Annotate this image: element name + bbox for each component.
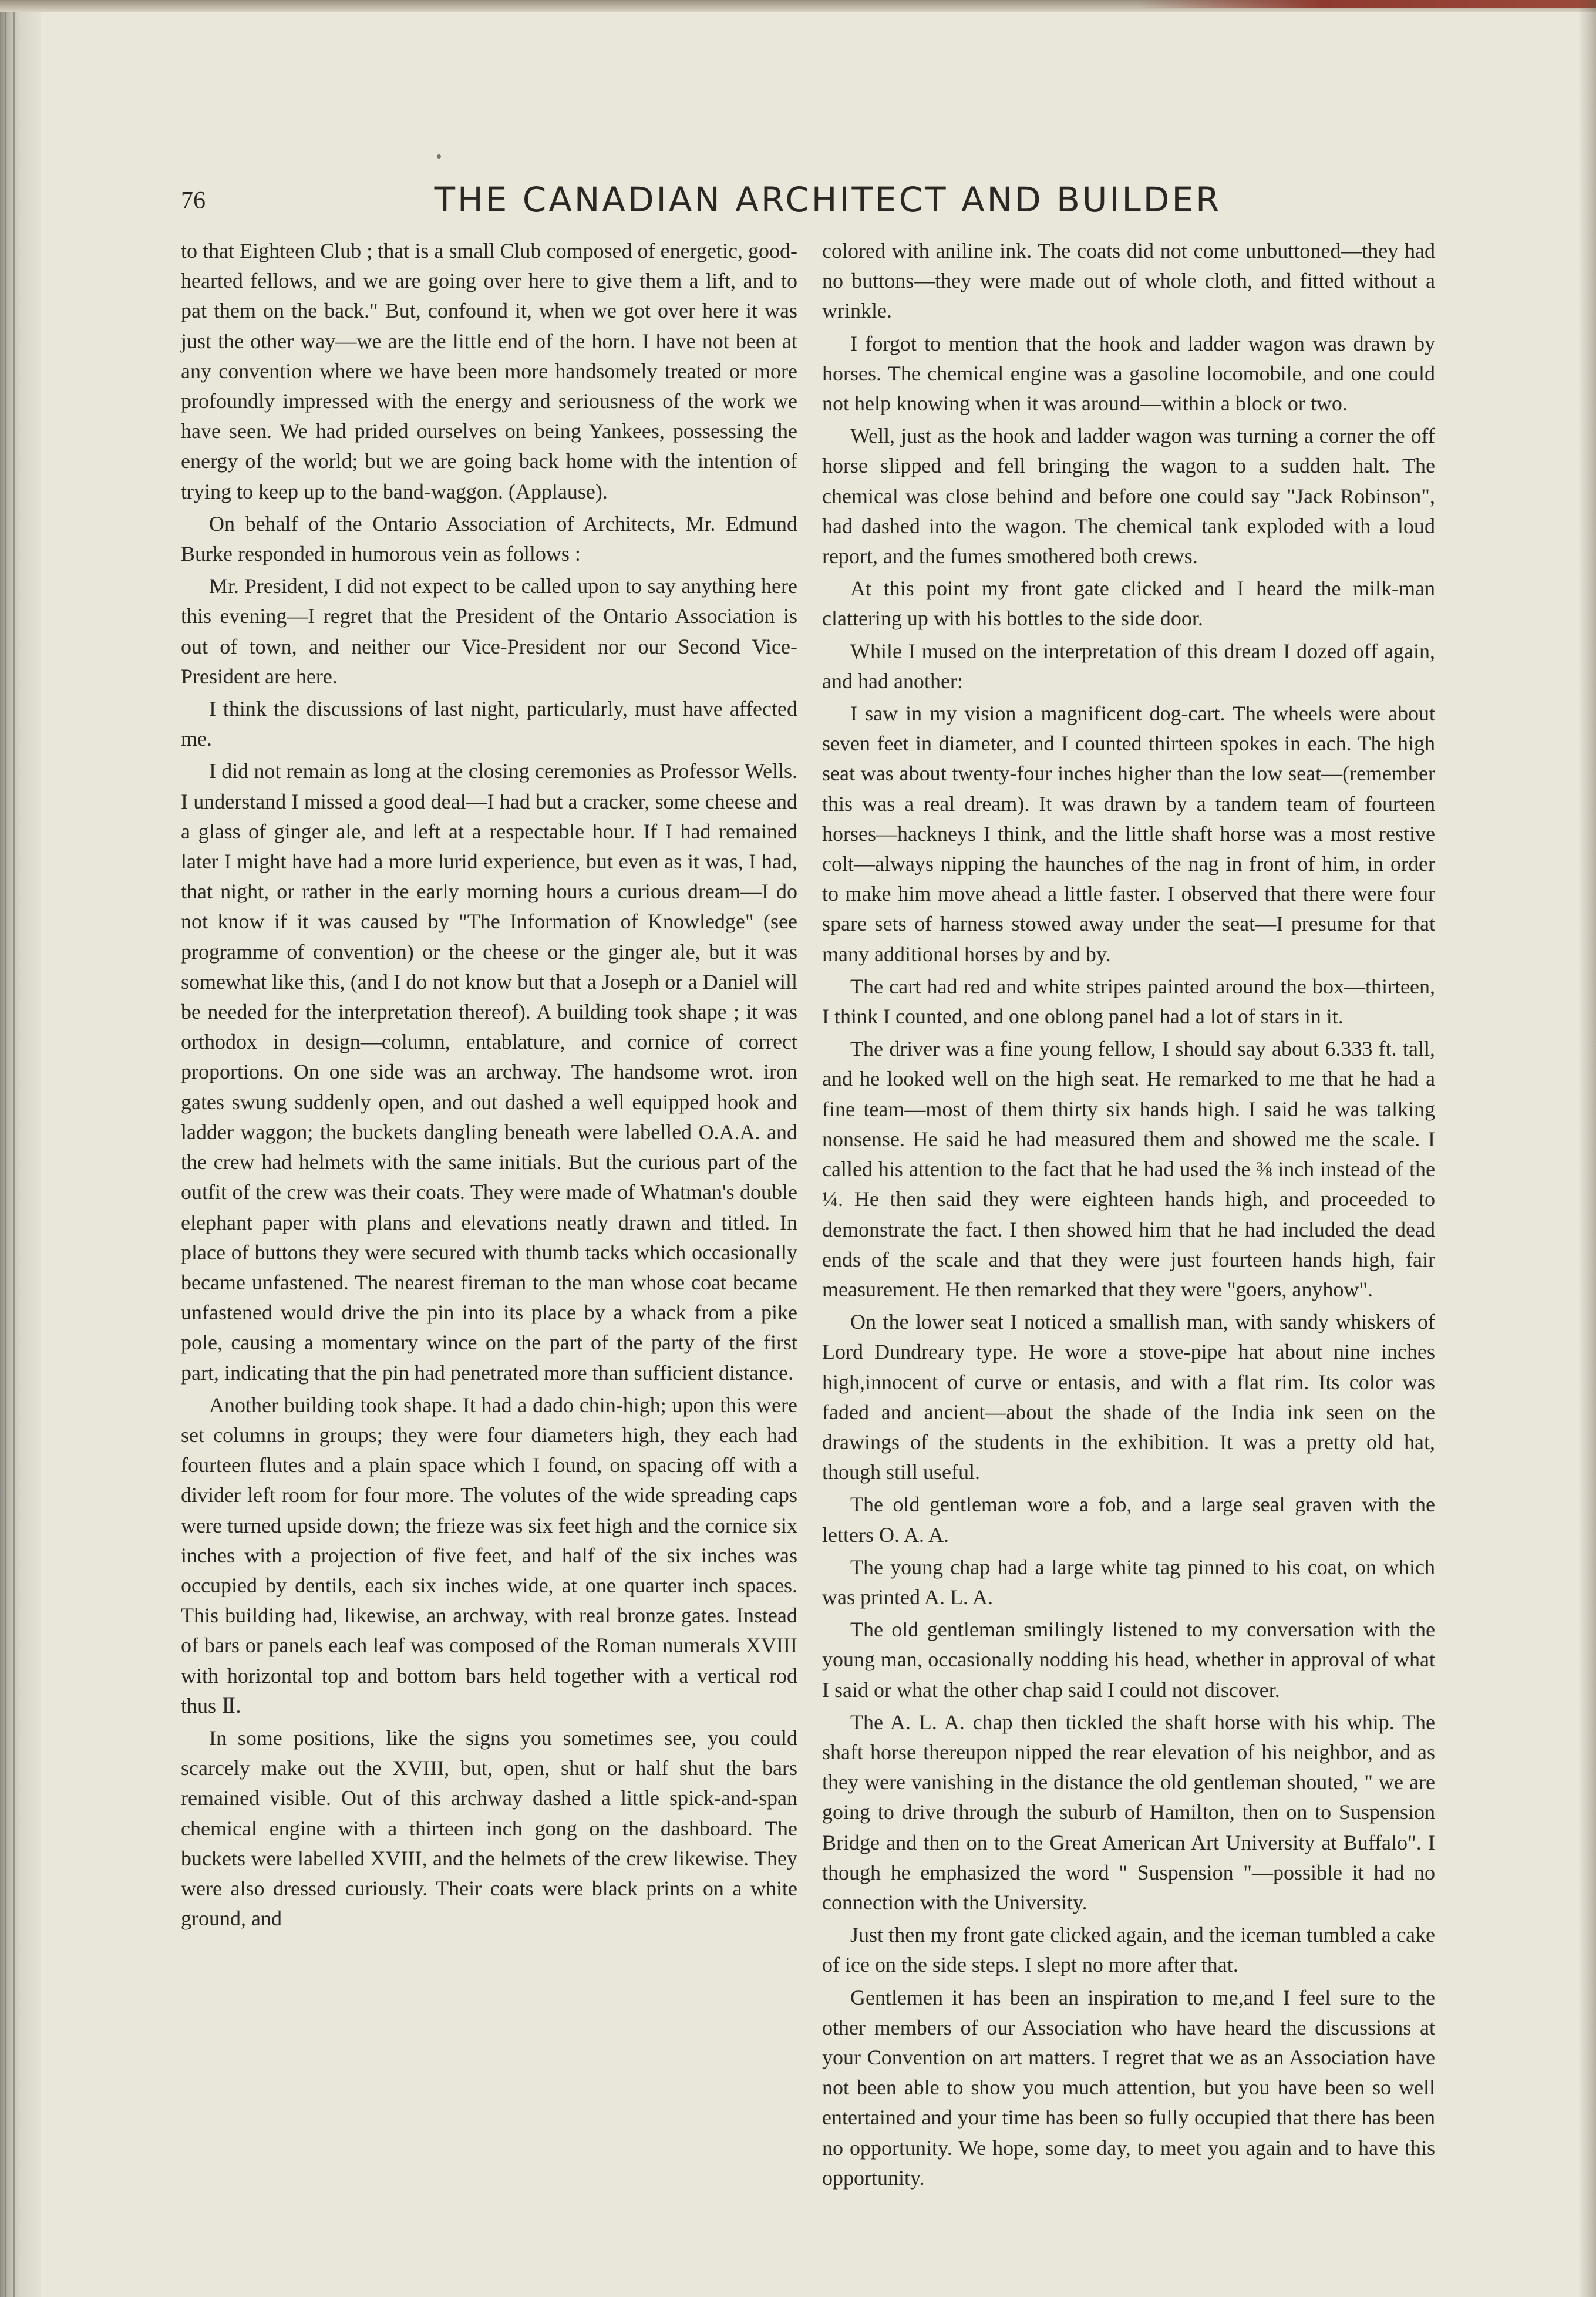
- paragraph: While I mused on the interpretation of this dream I dozed off again, and had another:: [822, 639, 1435, 693]
- paragraph: I think the discussions of last night, particularly, must have affected me.: [181, 697, 797, 751]
- paragraph: The young chap had a large white tag pinned to his coat, on which was printed A. L. A.: [822, 1555, 1435, 1609]
- paragraph: The A. L. A. chap then tickled the shaft horse with his whip. The shaft horse thereupon nipped the rear elevation of his neighbor, and as they were vanishing in the distance the old gentleman shouted, " we are going to drive through the suburb of Hamilton, then on to Suspension Bridge and then on to the Great American Art University at Buffalo". I though he emphasized the word " Suspension "—possible it had no connection with the University.: [822, 1710, 1435, 1914]
- paragraph: Just then my front gate clicked again, and the iceman tumbled a cake of ice on the side steps. I slept no more after that.: [822, 1923, 1435, 1977]
- paragraph: The old gentleman wore a fob, and a large seal graven with the letters O. A. A.: [822, 1493, 1435, 1547]
- page-right-edge: [1578, 0, 1596, 2297]
- binding-edge-line: [13, 0, 15, 2297]
- page-top-edge-red: [1138, 0, 1596, 8]
- paragraph: The driver was a fine young fellow, I should say about 6.333 ft. tall, and he looked well on the high seat. He remarked to me that he had a fine team—most of them thirty six hands high. I said he was talking nonsense. He said he had measured them and showed me the scale. I called his attention to the fact that he had used the ⅜ inch instead of the ¼. He then said they were eighteen hands high, and proceeded to demonstrate the fact. I then showed him that he had included the dead ends of the scale and that they were just fourteen hands high, fair measurement. He then remarked that they were "goers, anyhow".: [822, 1037, 1435, 1301]
- paragraph: Another building took shape. It had a dado chin-high; upon this were set columns in groups; they were four diameters high, they each had fourteen flutes and a plain space which I found, on spacing off with a divider left room for four more. The volutes of the wide spreading caps were turned upside down; the frieze was six feet high and the cornice six inches with a projection of five feet, and half of the six inches was occupied by dentils, each six inches wide, at one quarter inch spaces. This building had, likewise, an archway, with real bronze gates. Instead of bars or panels each leaf was composed of the Roman numerals XVIII with horizontal top and bottom bars held together with a vertical rod thus Ⅱ.: [181, 1393, 797, 1717]
- paragraph: Mr. President, I did not expect to be called upon to say anything here this evening—I regret that the President of the Ontario Association is out of town, and neither our Vice-President nor our Second Vice-President are here.: [181, 574, 797, 688]
- paragraph: In some positions, like the signs you sometimes see, you could scarcely make out the XVIII, but, open, shut or half shut the bars remained visible. Out of this archway dashed a little spick-and-span chemical engine with a thirteen inch gong on the dashboard. The buckets were labelled XVIII, and the helmets of the crew likewise. They were also dressed curiously. Their coats were black prints on a white ground, and: [181, 1726, 797, 1931]
- paragraph: I saw in my vision a magnificent dog-cart. The wheels were about seven feet in diameter, and I counted thirteen spokes in each. The high seat was about twenty-four inches higher than the low seat—(remember this was a real dream). It was drawn by a tandem team of fourteen horses—hackneys I think, and the little shaft horse was a most restive colt—always nipping the haunches of the nag in front of him, in order to make him move ahead a little faster. I observed that there were four spare sets of harness stowed away under the seat—I presume for that many additional horses by and by.: [822, 702, 1435, 966]
- ink-speck: [437, 154, 441, 159]
- paragraph: Gentlemen it has been an inspiration to me,and I feel sure to the other members of our Association who have heard the discussions at your Convention on art matters. I regret that we as an Association have not been able to show you much attention, but you have been so well entertained and your time has been so fully occupied that there has been no opportunity. We hope, some day, to meet you again and to have this opportunity.: [822, 1985, 1435, 2190]
- paragraph: At this point my front gate clicked and I heard the milk-man clattering up with his bottles to the side door.: [822, 577, 1435, 631]
- paragraph: I did not remain as long at the closing ceremonies as Professor Wells. I understand I missed a good deal—I had but a cracker, some cheese and a glass of ginger ale, and left at a respectable hour. If I had remained later I might have had a more lurid experience, but even as it was, I had, that night, or rather in the early morning hours a curious dream—I do not know if it was caused by "The Information of Knowledge" (see programme of convention) or the cheese or the ginger ale, but it was somewhat like this, (and I do not know but that a Joseph or a Daniel will be needed for the interpretation thereof). A building took shape ; it was orthodox in design—column, entablature, and cornice of correct proportions. On one side was an archway. The handsome wrot. iron gates swung suddenly open, and out dashed a well equipped hook and ladder waggon; the buckets dangling beneath were labelled O.A.A. and the crew had helmets with the same initials. But the curious part of the outfit of the crew was their coats. They were made of Whatman's double elephant paper with plans and elevations neatly drawn and titled. In place of buttons they were secured with thumb tacks which occasionally became unfastened. The nearest fireman to the man whose coat became unfastened would drive the pin into its place by a whack from a pike pole, causing a momentary wince on the part of the party of the first part, indicating that the pin had penetrated more than sufficient distance.: [181, 759, 797, 1385]
- paragraph: The old gentleman smilingly listened to my conversation with the young man, occasionally nodding his head, whether in approval of what I said or what the other chap said I could not discover.: [822, 1618, 1435, 1702]
- paragraph: I forgot to mention that the hook and ladder wagon was drawn by horses. The chemical engine was a gasoline locomobile, and one could not help knowing when it was around—within a block or two.: [822, 331, 1435, 416]
- paragraph: On the lower seat I noticed a smallish man, with sandy whiskers of Lord Dundreary type. He wore a stove-pipe hat about nine inches high,innocent of curve or entasis, and with a flat rim. Its color was faded and ancient—about the shade of the India ink seen on the drawings of the students in the exhibition. It was a pretty old hat, though still useful.: [822, 1310, 1435, 1484]
- left-column: [181, 236, 797, 1936]
- binding-edge-line: [5, 0, 6, 2297]
- running-head: THE CANADIAN ARCHITECT AND BUILDER: [434, 180, 1222, 220]
- paragraph: The cart had red and white stripes painted around the box—thirteen, I think I counted, and one oblong panel had a lot of stars in it.: [822, 974, 1435, 1029]
- paragraph: to that Eighteen Club ; that is a small Club composed of energetic, good-hearted fellows, and we are going over here to give them a lift, and to pat them on the back." But, confound it, when we got over here it was just the other way—we are the little end of the horn. I have not been at any convention where we have been more handsomely treated or more profoundly impressed with the energy and seriousness of the work we have seen. We had prided ourselves on being Yankees, possessing the energy of the world; but we are going back home with the intention of trying to keep up to the band-waggon. (Applause).: [181, 239, 797, 503]
- paragraph: On behalf of the Ontario Association of Architects, Mr. Edmund Burke responded in humorous vein as follows :: [181, 511, 797, 566]
- page-number: 76: [181, 187, 206, 214]
- paragraph: colored with aniline ink. The coats did not come unbuttoned—they had no buttons—they were made out of whole cloth, and fitted without a wrinkle.: [822, 239, 1435, 323]
- paragraph: Well, just as the hook and ladder wagon was turning a corner the off horse slipped and fell bringing the wagon to a sudden halt. The chemical was close behind and before one could say "Jack Robinson", had dashed into the wagon. The chemical tank exploded with a loud report, and the fumes smothered both crews.: [822, 424, 1435, 568]
- right-column: [822, 236, 1435, 2195]
